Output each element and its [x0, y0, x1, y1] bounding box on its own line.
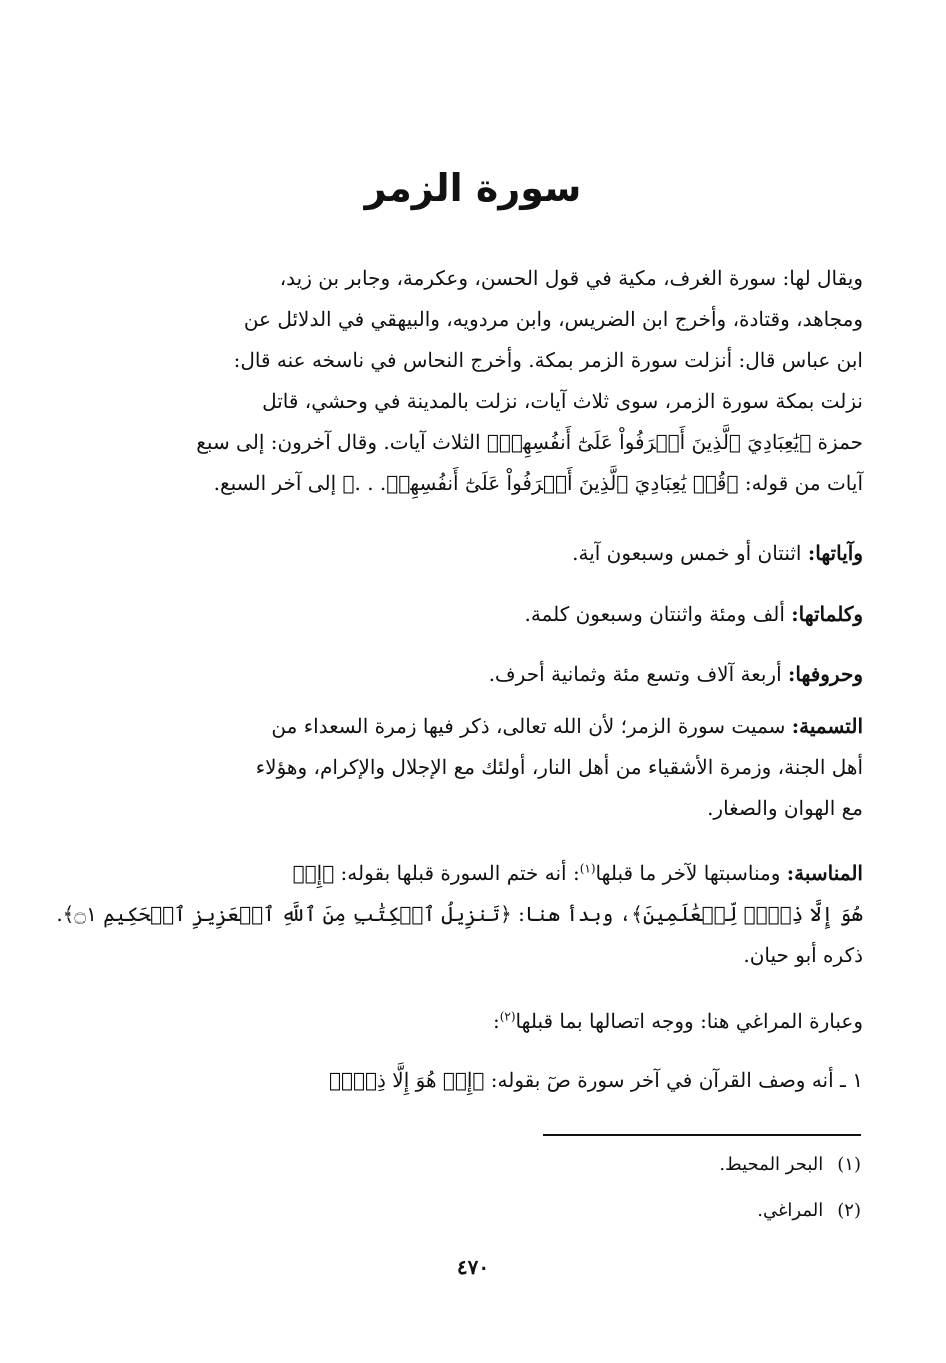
point-1-text: ١ ـ أنه وصف القرآن في آخر سورة صٓ بقوله: ﴿إِنۡ هُوَ إِلَّا ذِكۡرٞ [329, 1068, 863, 1092]
intro-line: حمزة ﴿يَٰعِبَادِيَ ٱلَّذِينَ أَسۡرَفُواْ عَلَىٰٓ أَنفُسِهِمۡ﴾ الثلاث آيات. وقال آخرون: إلى سبع [196, 430, 863, 454]
footnote-1 [719, 1150, 861, 1180]
footnote-2 [757, 1196, 861, 1226]
footnote-ref-1[interactable]: (١) [579, 861, 596, 876]
relation-text-rest: : أنه ختم السورة قبلها بقوله: ﴿إِنۡ [292, 861, 580, 885]
words-label: وكلماتها: [791, 602, 863, 626]
naming-line: أهل الجنة، وزمرة الأشقياء من أهل النار، أولئك مع الإجلال والإكرام، وهؤلاء [255, 755, 863, 779]
naming-text: سميت سورة الزمر؛ لأن الله تعالى، ذكر فيها زمرة السعداء من [271, 714, 786, 738]
relation-text: ومناسبتها لآخر ما قبلها [595, 861, 781, 885]
maraghi-text: وعبارة المراغي هنا: ووجه اتصالها بما قبلها [515, 1009, 863, 1033]
maraghi-end: : [492, 1009, 500, 1033]
intro-paragraph [85, 258, 863, 504]
relation-line: هُوَ إِلَّا ذِكۡرٞ لِّلۡعَٰلَمِينَ﴾، وبدأ هنا: ﴿تَنزِيلُ ٱلۡكِتَٰبِ مِنَ ٱللَّهِ ٱلۡعَزِيزِ ٱلۡحَكِيمِ ۝١﴾. [56, 902, 863, 926]
maraghi-paragraph [85, 1001, 863, 1042]
letters-count-paragraph [85, 654, 863, 695]
footnote-text: البحر المحيط. [719, 1154, 824, 1175]
point-1-paragraph [85, 1060, 863, 1101]
footnote-number: (١) [837, 1154, 861, 1175]
footnote-number: (٢) [837, 1200, 861, 1221]
page-number: ٤٧٠ [456, 1255, 490, 1279]
relation-label: المناسبة: [786, 861, 863, 885]
words-text: ألف ومئة واثنتان وسبعون كلمة. [524, 602, 785, 626]
relation-paragraph [56, 853, 863, 976]
naming-line: مع الهوان والصغار. [707, 796, 863, 820]
intro-line: آيات من قوله: ﴿قُلۡ يَٰعِبَادِيَ ٱلَّذِينَ أَسۡرَفُواْ عَلَىٰٓ أَنفُسِهِمۡ. . .﴾ إلى آخر السبع. [213, 471, 863, 495]
naming-paragraph [85, 706, 863, 829]
intro-line: ويقال لها: سورة الغرف، مكية في قول الحسن، وعكرمة، وجابر بن زيد، [279, 266, 863, 290]
intro-line: نزلت بمكة سورة الزمر، سوى ثلاث آيات، نزلت بالمدينة في وحشي، قاتل [262, 389, 863, 413]
verses-count-paragraph [85, 533, 863, 574]
words-count-paragraph [85, 594, 863, 635]
letters-label: وحروفها: [788, 662, 863, 686]
naming-line [85, 706, 863, 747]
relation-line: ذكره أبو حيان. [743, 943, 863, 967]
relation-line [85, 853, 863, 894]
letters-text: أربعة آلاف وتسع مئة وثمانية أحرف. [488, 662, 782, 686]
footnote-text: المراغي. [757, 1200, 824, 1221]
surah-title: سورة الزمر [364, 166, 582, 210]
intro-line: ابن عباس قال: أنزلت سورة الزمر بمكة. وأخرج النحاس في ناسخه عنه قال: [233, 348, 863, 372]
naming-label: التسمية: [791, 714, 863, 738]
verses-label: وآياتها: [807, 541, 863, 565]
verses-text: اثنتان أو خمس وسبعون آية. [572, 541, 802, 565]
footnote-divider [543, 1134, 861, 1136]
footnote-ref-2[interactable]: (٢) [499, 1009, 516, 1024]
intro-line: ومجاهد، وقتادة، وأخرج ابن الضريس، وابن مردويه، والبيهقي في الدلائل عن [243, 307, 863, 331]
